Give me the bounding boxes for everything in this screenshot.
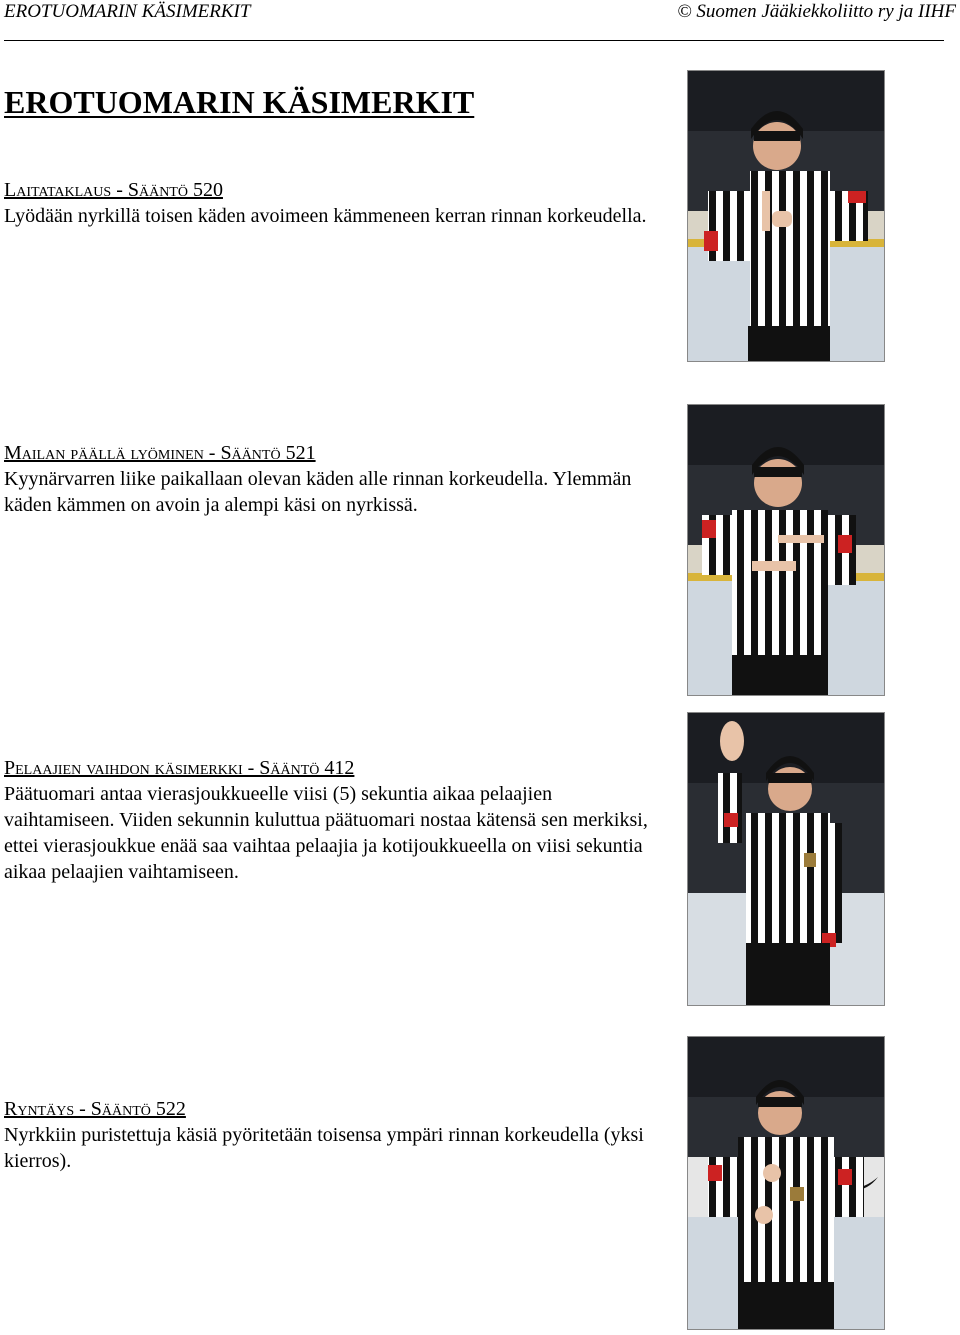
header-rule xyxy=(4,40,944,41)
section-charging xyxy=(4,1096,664,1174)
section-slashing xyxy=(4,440,664,518)
section-body: Päätuomari antaa vierasjoukkueelle viisi (5) sekuntia aikaa pelaajien vaihtamiseen. Viiden sekunnin kuluttua päätuomari nostaa kätensä sen merkiksi, ettei vierasjoukkue enää saa vaihtaa pelaajia ja kotijoukkueella on viisi sekuntia aikaa pelaajien vaihtamiseen. xyxy=(4,783,648,883)
referee-photo-boarding xyxy=(687,70,885,362)
referee-photo-line-change xyxy=(687,712,885,1006)
referee-photo-slashing xyxy=(687,404,885,696)
section-line-change xyxy=(4,755,664,885)
referee-photo-charging xyxy=(687,1036,885,1330)
section-title: Pelaajien vaihdon käsimerkki - Sääntö 412 xyxy=(4,757,355,779)
header-copyright: © Suomen Jääkiekkoliitto ry ja IIHF xyxy=(677,1,956,22)
header-left: EROTUOMARIN KÄSIMERKIT xyxy=(4,1,251,22)
section-body: Nyrkkiin puristettuja käsiä pyöritetään toisensa ympäri rinnan korkeudella (yksi kierros). xyxy=(4,1124,644,1172)
section-title: Ryntäys - Sääntö 522 xyxy=(4,1098,186,1120)
section-title: Mailan päällä lyöminen - Sääntö 521 xyxy=(4,442,316,464)
section-body: Kyynärvarren liike paikallaan olevan käden alle rinnan korkeudella. Ylemmän käden kämmen on avoin ja alempi käsi on nyrkissä. xyxy=(4,468,632,516)
section-body: Lyödään nyrkillä toisen käden avoimeen kämmeneen kerran rinnan korkeudella. xyxy=(4,205,647,227)
section-boarding xyxy=(4,177,664,229)
page-title: EROTUOMARIN KÄSIMERKIT xyxy=(4,84,475,120)
section-title: Laitataklaus - Sääntö 520 xyxy=(4,179,223,201)
